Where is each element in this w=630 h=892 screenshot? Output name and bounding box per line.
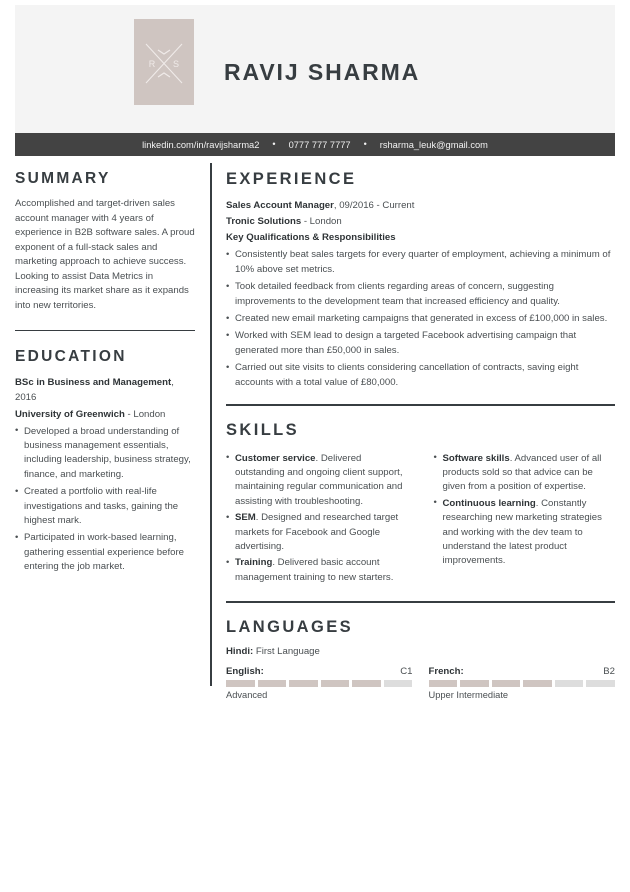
experience-heading: EXPERIENCE: [226, 170, 357, 188]
language-caption: Advanced: [226, 689, 268, 700]
language-header: [226, 666, 413, 677]
list-item: [226, 556, 408, 585]
rating-segment-filled: [258, 680, 287, 687]
list-item: [226, 452, 408, 510]
education-degree-line: [15, 375, 195, 405]
contact-email[interactable]: rsharma_leuk@gmail.com: [379, 139, 488, 150]
first-language-label: Hindi:: [226, 645, 254, 657]
languages-section: [226, 618, 615, 700]
skill-text: . Delivered basic account management training to new starters.: [235, 557, 394, 583]
contact-separator-2: •: [363, 139, 367, 149]
list-item: [434, 452, 616, 495]
left-column: [15, 170, 195, 578]
language-name: French:: [428, 665, 464, 677]
skill-label: Software skills: [442, 452, 510, 464]
skill-label: Continuous learning: [442, 497, 536, 509]
summary-heading: SUMMARY: [15, 170, 111, 187]
skills-left-list: [226, 452, 408, 586]
education-school: University of Greenwich: [15, 408, 125, 420]
left-divider-1: [15, 330, 195, 332]
skills-grid: [226, 449, 615, 588]
skill-text: . Constantly researching new marketing strategies and working with the dev team to understand the latest product improvements.: [442, 497, 602, 567]
rating-segment-filled: [460, 680, 489, 687]
experience-company-line: [226, 214, 615, 229]
candidate-name: RAVIJ SHARMA: [224, 59, 421, 85]
header-banner: [15, 5, 615, 133]
rating-segment-filled: [523, 680, 552, 687]
skill-label: SEM: [235, 512, 256, 524]
languages-heading: LANGUAGES: [226, 617, 354, 636]
first-language-value: First Language: [253, 645, 320, 657]
skills-right-column: [434, 449, 616, 588]
first-language-line: [226, 646, 615, 657]
rating-segment-filled: [289, 680, 318, 687]
contact-separator-1: •: [272, 139, 276, 149]
list-item: • Created new email marketing campaigns that generated in excess of £100,000 in sales.: [226, 312, 615, 326]
education-section: [15, 348, 195, 574]
skill-label: Training: [235, 557, 273, 569]
logo-initial-right: S: [172, 59, 180, 69]
experience-subheading: Key Qualifications & Responsibilities: [226, 232, 396, 244]
list-item: • Consistently beat sales targets for every quarter of employment, achieving a minimum of 10% above set metrics.: [226, 248, 615, 277]
skills-left-column: [226, 449, 408, 588]
skills-section: [226, 421, 615, 588]
contact-bar: [15, 133, 615, 156]
summary-section: [15, 170, 195, 314]
education-year: , 2016: [15, 377, 174, 404]
right-column: [226, 170, 615, 700]
rating-segment-filled: [352, 680, 381, 687]
education-school-location: - London: [124, 408, 166, 420]
language-header: [429, 666, 616, 677]
rating-segment-filled: [429, 680, 458, 687]
language-item-french: [429, 666, 616, 700]
rating-segment-filled: [226, 680, 255, 687]
list-item: [226, 511, 408, 554]
logo-initial-left: R: [148, 59, 156, 69]
experience-company-location: - London: [301, 216, 342, 228]
education-school-line: [15, 407, 195, 422]
rating-segment-filled: [321, 680, 350, 687]
skills-heading: SKILLS: [226, 420, 300, 439]
skills-right-list: [434, 452, 616, 569]
rating-segment-empty: [555, 680, 584, 687]
language-grid: [226, 666, 615, 700]
monogram-logo: [134, 19, 194, 105]
list-item: • Worked with SEM lead to design a targeted Facebook advertising campaign that generated more than £50,000 in sales.: [226, 329, 615, 358]
rating-segment-empty: [586, 680, 615, 687]
language-rating-bar: [429, 680, 616, 687]
list-item: • Carried out site visits to clients considering cancellation of contracts, saving eight accounts with a total value of £80,000.: [226, 361, 615, 390]
language-caption: Upper Intermediate: [428, 689, 509, 700]
skill-label: Customer service: [235, 452, 316, 464]
right-divider-1: [226, 404, 615, 406]
rating-segment-empty: [384, 680, 413, 687]
column-divider: [210, 163, 212, 686]
list-item: [434, 497, 616, 569]
education-degree: BSc in Business and Management: [15, 377, 172, 389]
language-level-code: B2: [603, 665, 615, 677]
experience-dates: , 09/2016 - Current: [333, 200, 415, 211]
education-bullet-list: [15, 425, 195, 575]
language-item-english: [226, 666, 413, 700]
skill-text: . Advanced user of all products sold so that advice can be given from a position of expertise.: [442, 452, 602, 493]
education-heading: EDUCATION: [15, 348, 127, 366]
list-item: • Participated in work-based learning, gathering essential experience before entering the job market.: [15, 531, 195, 574]
list-item: • Created a portfolio with real-life investigations and tasks, gaining the highest mark.: [15, 485, 195, 528]
experience-company: Tronic Solutions: [226, 216, 302, 228]
skill-text: . Designed and researched target markets for Facebook and Google advertising.: [235, 512, 399, 552]
skill-text: . Delivered outstanding and ongoing client support, maintaining regular communication and assisting with troubleshooting.: [235, 452, 403, 507]
list-item: • Took detailed feedback from clients regarding areas of concern, suggesting improvements to the development team that increased efficiency and quality.: [226, 280, 615, 309]
language-name: English:: [226, 665, 264, 677]
language-rating-bar: [226, 680, 413, 687]
experience-bullet-list: [226, 248, 615, 390]
rating-segment-filled: [492, 680, 521, 687]
contact-phone[interactable]: 0777 777 7777: [288, 139, 351, 150]
contact-linkedin[interactable]: linkedin.com/in/ravijsharma2: [142, 139, 260, 150]
experience-section: [226, 170, 615, 390]
experience-job-title: Sales Account Manager: [226, 200, 334, 211]
language-level-code: C1: [400, 665, 413, 677]
summary-text: Accomplished and target-driven sales account manager with 4 years of experience in B2B software sales. A proud exponent of a full-stack sales and marketing approach to achieve success. Looking to assist Data Metrics in increasing its market share as it expands into new territories.: [15, 198, 195, 312]
experience-title-line: [226, 198, 615, 213]
list-item: • Developed a broad understanding of business management essentials, including leadership, business strategy, finance, and marketing.: [15, 425, 195, 483]
right-divider-2: [226, 601, 615, 603]
logo-x-icon: [134, 19, 194, 105]
